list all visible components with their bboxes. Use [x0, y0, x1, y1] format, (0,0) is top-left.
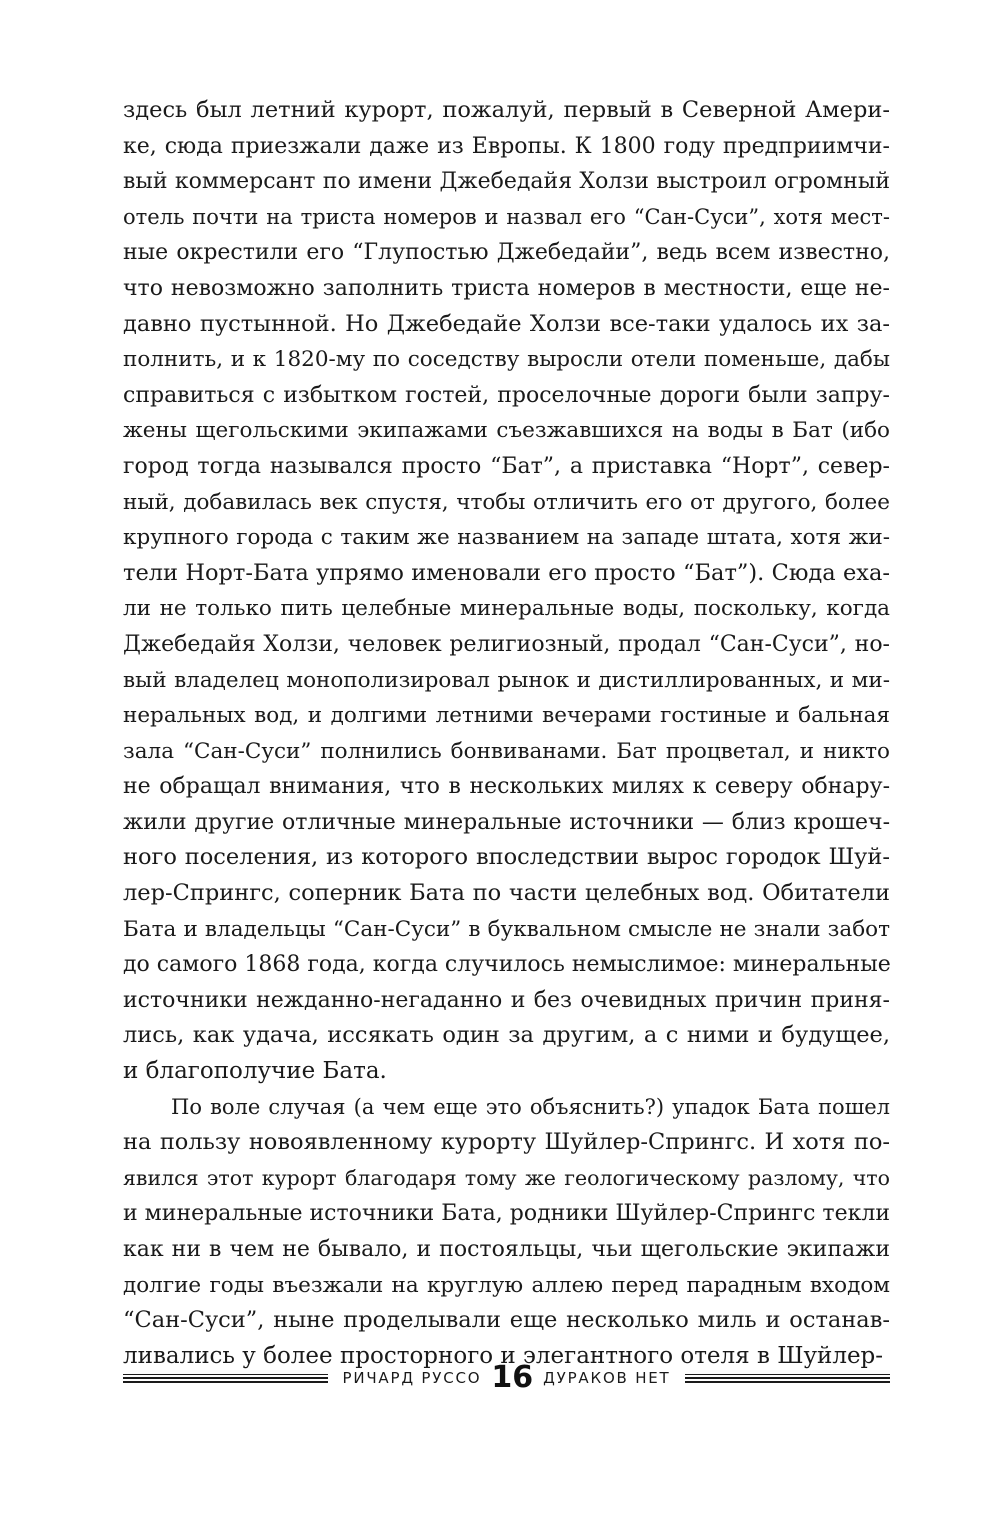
running-footer [123, 1360, 890, 1395]
text-line: и благополучие Бата. [123, 1058, 387, 1085]
text-line: долгие годы въезжали на круглую аллею перед парадным входом [123, 1272, 890, 1298]
text-line: справиться с избытком гостей, проселочные дороги были запру- [123, 382, 890, 408]
text-line: полнить, и к 1820-му по соседству выросли отели поменьше, дабы [123, 347, 890, 373]
footer-author: РИЧАРД РУССО [342, 1369, 482, 1387]
text-line: не обращал внимания, что в нескольких милях к северу обнару- [123, 774, 890, 800]
paragraph-1 [123, 93, 890, 1090]
text-line: вый коммерсант по имени Джебедайя Холзи выстроил огромный [123, 169, 890, 195]
body-text [123, 93, 890, 1374]
text-line: неральных вод, и долгими летними вечерами гостиные и бальная [123, 703, 890, 729]
text-line: до самого 1868 года, когда случилось немыслимое: минеральные [123, 952, 891, 978]
text-line: “Сан-Суси”, ныне проделывали еще несколько миль и останав- [123, 1307, 890, 1334]
text-line: и минеральные источники Бата, родники Шуйлер-Спрингс текли [123, 1201, 890, 1227]
text-line: вый владелец монополизировал рынок и дистиллированных, и ми- [123, 667, 890, 693]
paragraph-2 [123, 1090, 890, 1375]
text-line: жены щегольскими экипажами съезжавшихся на воды в Бат (ибо [123, 418, 890, 444]
text-line: ный, добавилась век спустя, чтобы отличить его от другого, более [123, 489, 890, 515]
text-line: что невозможно заполнить триста номеров в местности, еще не- [123, 275, 890, 301]
text-line: Бата и владельцы “Сан-Суси” в буквальном смысле не знали забот [123, 916, 890, 942]
page-number: 16 [491, 1360, 534, 1395]
text-line: тели Норт-Бата упрямо именовали его просто “Бат”). Сюда еха- [123, 559, 890, 586]
text-line: источники нежданно-негаданно и без очевидных причин приня- [123, 987, 890, 1013]
text-line: жили другие отличные минеральные источники — близ крошеч- [123, 809, 890, 835]
text-line: город тогда назывался просто “Бат”, а приставка “Норт”, север- [123, 453, 890, 479]
text-line: ливались у более просторного и элегантного отеля в Шуйлер- [123, 1342, 884, 1369]
text-line: явился этот курорт благодаря тому же геологическому разлому, что [123, 1165, 890, 1190]
text-line: ке, сюда приезжали даже из Европы. К 1800 году предприимчи- [123, 133, 890, 159]
text-line: здесь был летний курорт, пожалуй, первый в Северной Амери- [123, 97, 890, 123]
footer-rule-left [123, 1374, 328, 1383]
text-line: давно пустынной. Но Джебедайе Холзи все-таки удалось их за- [123, 310, 890, 337]
text-line: лер-Спрингс, соперник Бата по части целебных вод. Обитатели [123, 880, 890, 907]
text-line: как ни в чем не бывало, и постояльцы, чьи щегольские экипажи [123, 1237, 890, 1262]
text-line: Джебедайя Холзи, человек религиозный, продал “Сан-Суси”, но- [123, 631, 890, 657]
text-line: на пользу новоявленному курорту Шуйлер-Спрингс. И хотя по- [123, 1129, 890, 1156]
text-line: ного поселения, из которого впоследствии вырос городок Шуй- [123, 844, 890, 871]
footer-book-title: ДУРАКОВ НЕТ [543, 1369, 671, 1387]
text-line: лись, как удача, иссякать один за другим, а с ними и будущее, [123, 1022, 890, 1049]
text-line: отель почти на триста номеров и назвал его “Сан-Суси”, хотя мест- [123, 204, 890, 229]
text-line: По воле случая (а чем еще это объяснить?) упадок Бата пошел [171, 1094, 890, 1119]
text-line: крупного города с таким же названием на западе штата, хотя жи- [123, 525, 890, 551]
text-line: ные окрестили его “Глупостью Джебедайи”, ведь всем известно, [123, 240, 890, 266]
text-line: ли не только пить целебные минеральные воды, поскольку, когда [123, 596, 890, 622]
footer-rule-right [685, 1374, 890, 1383]
text-line: зала “Сан-Суси” полнились бонвиванами. Бат процветал, и никто [123, 738, 890, 764]
